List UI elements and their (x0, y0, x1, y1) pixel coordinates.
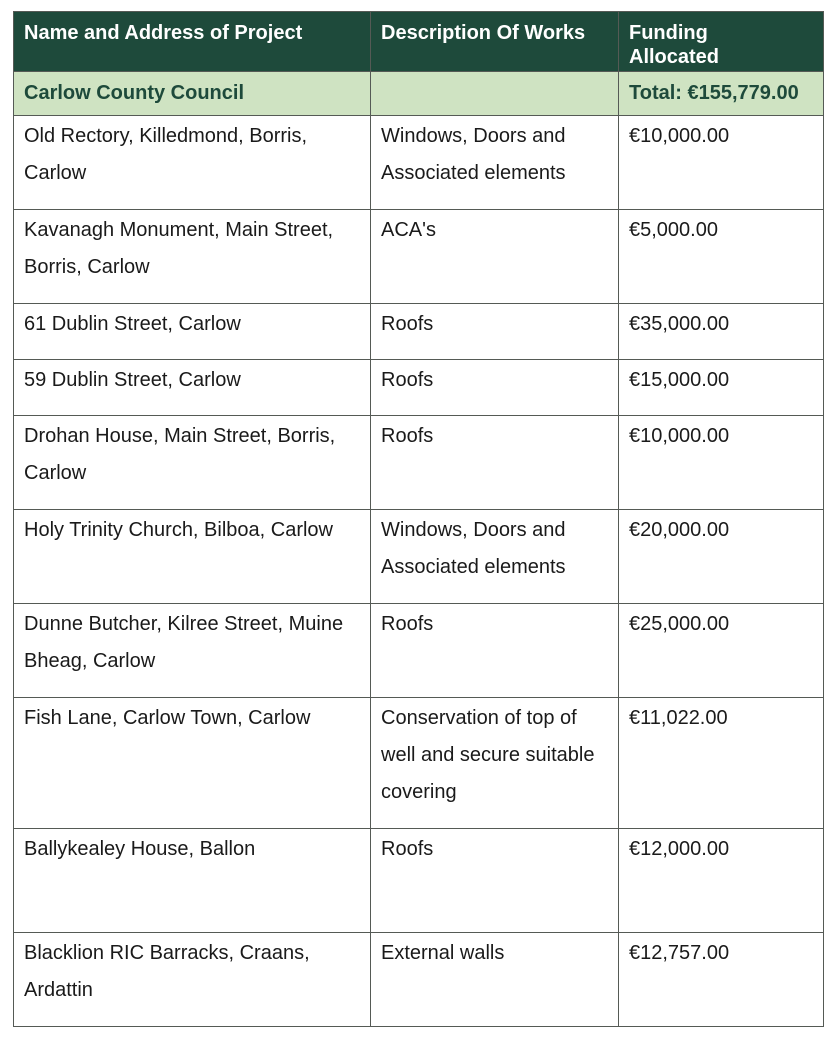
funding-amount: €15,000.00 (619, 360, 824, 416)
works-description: Roofs (371, 604, 619, 698)
project-name: Holy Trinity Church, Bilboa, Carlow (14, 510, 371, 604)
funding-amount: €35,000.00 (619, 304, 824, 360)
funding-amount: €11,022.00 (619, 698, 824, 829)
funding-amount: €25,000.00 (619, 604, 824, 698)
project-name: Dunne Butcher, Kilree Street, Muine Bheag, Carlow (14, 604, 371, 698)
council-total: Total: €155,779.00 (619, 72, 824, 116)
table-row (14, 304, 824, 360)
table-row (14, 698, 824, 829)
works-description: Roofs (371, 304, 619, 360)
project-name: Old Rectory, Killedmond, Borris, Carlow (14, 116, 371, 210)
header-funding: Funding Allocated (619, 12, 824, 72)
table-row (14, 933, 824, 1027)
works-description: External walls (371, 933, 619, 1027)
table-row (14, 210, 824, 304)
works-description: Conservation of top of well and secure suitable covering (371, 698, 619, 829)
header-description: Description Of Works (371, 12, 619, 72)
project-name: Blacklion RIC Barracks, Craans, Ardattin (14, 933, 371, 1027)
table-row (14, 510, 824, 604)
funding-amount: €10,000.00 (619, 416, 824, 510)
funding-amount: €10,000.00 (619, 116, 824, 210)
funding-amount: €12,757.00 (619, 933, 824, 1027)
project-name: Kavanagh Monument, Main Street, Borris, Carlow (14, 210, 371, 304)
works-description: ACA's (371, 210, 619, 304)
table-row (14, 416, 824, 510)
works-description: Roofs (371, 416, 619, 510)
council-group-row (14, 72, 824, 116)
council-name: Carlow County Council (14, 72, 371, 116)
funding-amount: €20,000.00 (619, 510, 824, 604)
project-name: 61 Dublin Street, Carlow (14, 304, 371, 360)
project-name: Drohan House, Main Street, Borris, Carlow (14, 416, 371, 510)
works-description: Roofs (371, 829, 619, 933)
works-description: Roofs (371, 360, 619, 416)
project-name: 59 Dublin Street, Carlow (14, 360, 371, 416)
project-name: Fish Lane, Carlow Town, Carlow (14, 698, 371, 829)
header-name-address: Name and Address of Project (14, 12, 371, 72)
funding-amount: €5,000.00 (619, 210, 824, 304)
header-row (14, 12, 824, 72)
works-description: Windows, Doors and Associated elements (371, 510, 619, 604)
funding-table (13, 11, 824, 1027)
funding-amount: €12,000.00 (619, 829, 824, 933)
council-description (371, 72, 619, 116)
works-description: Windows, Doors and Associated elements (371, 116, 619, 210)
table-row (14, 116, 824, 210)
table-row (14, 604, 824, 698)
table-row (14, 829, 824, 933)
project-name: Ballykealey House, Ballon (14, 829, 371, 933)
table-row (14, 360, 824, 416)
